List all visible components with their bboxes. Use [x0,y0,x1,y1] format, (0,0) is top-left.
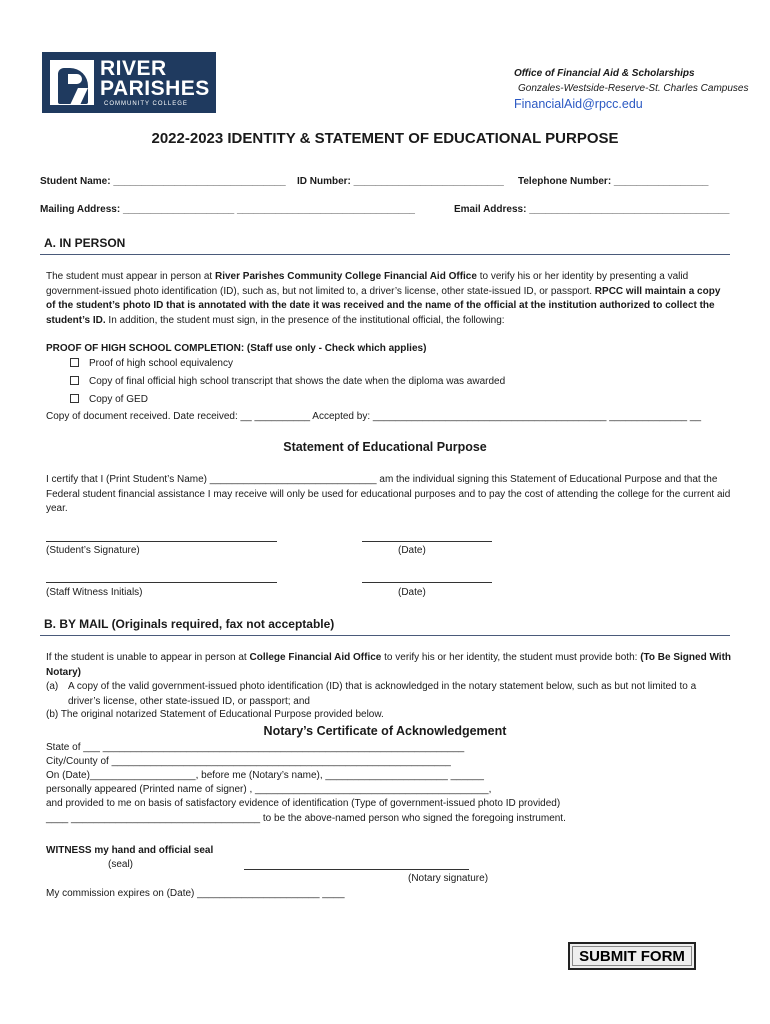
staff-initials-label: (Staff Witness Initials) [46,587,143,598]
date-line-2[interactable] [362,582,492,583]
student-signature-label: (Student’s Signature) [46,545,140,556]
logo-text-parishes: PARISHES [100,77,210,100]
section-b-paragraph: If the student is unable to appear in person at College Financial Aid Office to verify his or her identity, the student must provide both: (To Be Signed With Notary) [46,652,732,678]
date-label-1: (Date) [398,545,426,556]
commission-field[interactable]: My commission expires on (Date) ______________________ ____ [46,888,345,899]
item-b-text: (b) The original notarized Statement of Educational Purpose provided below. [46,709,384,720]
appeared-field[interactable]: personally appeared (Printed name of signer) , __________________________________________, [46,784,492,795]
witness-text: WITNESS my hand and official seal [46,845,214,856]
logo-text-cc: COMMUNITY COLLEGE [104,101,188,107]
seal-label: (seal) [108,859,134,870]
page-title: 2022-2023 IDENTITY & STATEMENT OF EDUCATIONAL PURPOSE [151,130,619,147]
section-b-heading: B. BY MAIL (Originals required, fax not acceptable) [44,617,335,631]
checkbox[interactable] [70,358,79,367]
proof-heading: PROOF OF HIGH SCHOOL COMPLETION: (Staff use only - Check which applies) [46,343,427,354]
item-a-text: A copy of the valid government-issued photo identification (ID) that is acknowledged in the notary statement below, such as but not limited to a driver’s license, other state-issued ID, or passport; and [68,681,697,707]
state-field[interactable]: State of ___ _________________________________________________________________ [46,742,465,753]
college-logo [42,52,216,113]
check-item[interactable]: Copy of final official high school transcript that shows the date when the diploma was awarded [70,376,505,387]
email-address-field[interactable]: Email Address: ____________________________________ [454,204,730,215]
notary-heading: Notary’s Certificate of Acknowledgement [263,724,507,738]
logo-r-icon [50,60,94,105]
office-name: Office of Financial Aid & Scholarships [514,68,695,79]
campuses: Gonzales-Westside-Reserve-St. Charles Campuses [518,83,749,94]
city-county-field[interactable]: City/County of _____________________________________________________________ [46,756,451,767]
telephone-field[interactable]: Telephone Number: _________________ [518,176,709,187]
section-a-heading: A. IN PERSON [44,236,126,250]
notary-signature-label: (Notary signature) [408,873,489,884]
email-link[interactable]: FinancialAid@rpcc.edu [514,97,643,111]
item-a-label: (a) [46,681,59,692]
statement-text: I certify that I (Print Student’s Name) ______________________________ am the individual signing this Statement of Educational Purpose and that the Federal student financial assistance I may receive will only be used for educational purposes and to pay the cost of attending the college for the current aid year. [46,474,731,514]
checkbox[interactable] [70,394,79,403]
on-date-field[interactable]: On (Date)___________________, before me (Notary’s name), ______________________ ______ [46,770,484,781]
notary-signature-line[interactable] [244,869,469,870]
section-a-rule [40,254,730,255]
statement-heading: Statement of Educational Purpose [283,440,487,454]
evidence-text: and provided to me on basis of satisfactory evidence of identification (Type of government-issued photo ID provided) [46,798,561,809]
section-b-rule [40,635,730,636]
student-name-field[interactable]: Student Name: _______________________________ [40,176,286,187]
submit-form-button[interactable]: SUBMIT FORM [568,942,696,970]
section-a-paragraph: The student must appear in person at River Parishes Community College Financial Aid Office to verify his or her identity by presenting a valid government-issued photo identification (ID), such as, but not limited to, a driver’s license, other state-issued ID, or passport. RPCC will maintain a copy of the student’s photo ID that is annotated with the date it was received and the name of the official at the institution authorized to collect the student’s ID. In addition, the student must sign, in the presence of the institutional official, the following: [46,271,721,326]
student-signature-line[interactable] [46,541,277,542]
logo-text-river: RIVER [100,57,167,80]
check-item[interactable]: Copy of GED [70,394,148,405]
check-item[interactable]: Proof of high school equivalency [70,358,233,369]
staff-initials-line[interactable] [46,582,277,583]
checkbox[interactable] [70,376,79,385]
mailing-address-field[interactable]: Mailing Address: ____________________ ________________________________ [40,204,415,215]
date-line-1[interactable] [362,541,492,542]
date-label-2: (Date) [398,587,426,598]
id-type-field[interactable]: ____ __________________________________ to be the above-named person who signed the foregoing instrument. [46,813,566,824]
id-number-field[interactable]: ID Number: ___________________________ [297,176,504,187]
document-received-line[interactable]: Copy of document received. Date received: __ __________ Accepted by: __________________________________________ ______________ __ [46,411,702,422]
